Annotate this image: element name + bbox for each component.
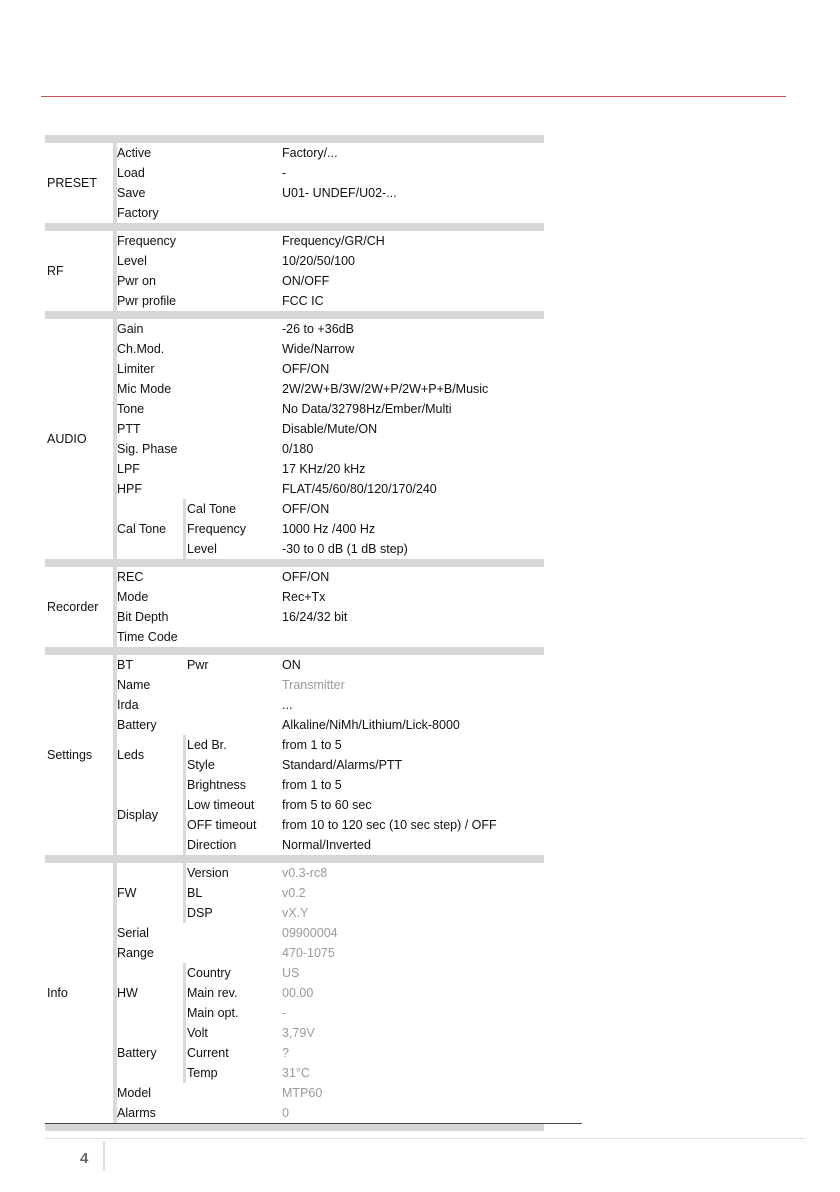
item-label: Tone [117,402,145,416]
section-label: Recorder [47,600,99,614]
table-row [45,539,544,559]
sub-label: Low timeout [187,798,255,812]
header-rule [41,96,786,97]
item-value: Factory/... [282,146,338,160]
table-row [45,339,544,359]
item-value: Rec+Tx [282,590,326,604]
item-label: Ch.Mod. [117,342,165,356]
sub-label: Main rev. [187,986,238,1000]
sub-label: Country [187,966,231,980]
item-value: - [282,1006,287,1020]
section-separator [45,311,544,319]
sub-label: Brightness [187,778,247,792]
sub-label: Level [187,542,217,556]
table-row [45,963,544,983]
item-value: -30 to 0 dB (1 dB step) [282,542,408,556]
item-value: v0.3-rc8 [282,866,328,880]
item-value: from 10 to 120 sec (10 sec step) / OFF [282,818,497,832]
table-row [45,627,544,647]
subgroup-label: Battery [117,1046,157,1060]
table-row [45,755,544,775]
item-value: 31°C [282,1066,310,1080]
table-row [45,655,544,675]
sub-label: Version [187,866,229,880]
section-label: PRESET [47,176,98,190]
subgroup-fw [45,863,544,923]
item-value: Normal/Inverted [282,838,371,852]
item-label: Pwr profile [117,294,177,308]
subgroup-label: HW [117,986,138,1000]
item-label: Model [117,1086,152,1100]
item-value: vX.Y [282,906,309,920]
item-label: Load [117,166,145,180]
item-label: Bit Depth [117,610,169,624]
section-info [45,863,544,1123]
item-label: Time Code [117,630,178,644]
footer-rule [45,1138,805,1139]
item-value: ON/OFF [282,274,330,288]
item-label: Alarms [117,1106,156,1120]
item-value: 3,79V [282,1026,315,1040]
table-row [45,695,544,715]
table-bottom-rule [45,1123,582,1124]
table-row [45,1003,544,1023]
table-row [45,499,544,519]
item-value: from 1 to 5 [282,738,342,752]
section-separator [45,223,544,231]
item-label: Mode [117,590,149,604]
section-rf [45,231,544,311]
item-value: U01- UNDEF/U02-... [282,186,397,200]
item-value: 09900004 [282,926,338,940]
sub-label: BL [187,886,203,900]
section-separator [45,135,544,143]
table-row [45,439,544,459]
table-row [45,863,544,883]
table-row [45,735,544,755]
item-value: MTP60 [282,1086,323,1100]
subgroup-cal-tone [45,499,544,559]
table-row [45,379,544,399]
item-label: Gain [117,322,144,336]
item-label: PTT [117,422,141,436]
sub-label: Current [187,1046,229,1060]
item-label: Pwr on [117,274,156,288]
item-label: Irda [117,698,139,712]
item-label: LPF [117,462,140,476]
sub-label: Volt [187,1026,208,1040]
item-value: Transmitter [282,678,345,692]
item-value: -26 to +36dB [282,322,354,336]
table-row [45,1063,544,1083]
table-row [45,519,544,539]
item-label: Limiter [117,362,155,376]
item-value: from 1 to 5 [282,778,342,792]
table-row [45,587,544,607]
sub-label: Temp [187,1066,218,1080]
footer-divider [103,1141,105,1171]
section-label: AUDIO [47,432,87,446]
table-row [45,319,544,339]
table-row [45,923,544,943]
item-value: Alkaline/NiMh/Lithium/Lick-8000 [282,718,460,732]
section-separator [45,855,544,863]
sub-label: Frequency [187,522,247,536]
item-label: Name [117,678,151,692]
item-value: 00.00 [282,986,314,1000]
item-value: FLAT/45/60/80/120/170/240 [282,482,437,496]
item-value: 0 [282,1106,289,1120]
table-row [45,1023,544,1043]
item-value: ON [282,658,301,672]
item-value: ... [282,698,293,712]
item-label: Battery [117,718,157,732]
sub-label: Main opt. [187,1006,239,1020]
table-row [45,567,544,587]
section-separator [45,559,544,567]
item-value: Disable/Mute/ON [282,422,378,436]
item-value: - [282,166,287,180]
item-value: Standard/Alarms/PTT [282,758,403,772]
item-value: US [282,966,300,980]
section-separator [45,1123,544,1131]
table-row [45,459,544,479]
sub-label: Cal Tone [187,502,237,516]
item-value: No Data/32798Hz/Ember/Multi [282,402,452,416]
table-row [45,903,544,923]
item-value: 470-1075 [282,946,335,960]
table-row [45,775,544,795]
sub-label: DSP [187,906,213,920]
item-label: BT [117,658,133,672]
table-row [45,419,544,439]
table-row [45,675,544,695]
section-preset [45,143,544,223]
menu-table [45,135,544,1131]
table-row [45,163,544,183]
item-label: Level [117,254,147,268]
subgroup-hw [45,963,544,1023]
sub-label: Led Br. [187,738,227,752]
section-label: RF [47,264,64,278]
table-row [45,815,544,835]
table-row [45,1083,544,1103]
item-value: 17 KHz/20 kHz [282,462,366,476]
item-value: OFF/ON [282,362,330,376]
item-value: OFF/ON [282,570,330,584]
item-value: Wide/Narrow [282,342,355,356]
table-row [45,795,544,815]
item-label: REC [117,570,144,584]
table-row [45,271,544,291]
item-value: 16/24/32 bit [282,610,348,624]
subgroup-label: Display [117,808,158,822]
section-settings [45,655,544,855]
sub-label: Pwr [187,658,209,672]
table-row [45,1043,544,1063]
sub-label: Direction [187,838,237,852]
table-row [45,399,544,419]
section-label: Settings [47,748,93,762]
item-value: Frequency/GR/CH [282,234,385,248]
item-value: 1000 Hz /400 Hz [282,522,376,536]
item-value: FCC IC [282,294,324,308]
item-label: Save [117,186,146,200]
item-label: Active [117,146,152,160]
page-number: 4 [80,1150,89,1167]
item-value: v0.2 [282,886,306,900]
item-value: 10/20/50/100 [282,254,355,268]
item-label: Mic Mode [117,382,172,396]
table-row [45,883,544,903]
item-label: HPF [117,482,142,496]
table-row [45,479,544,499]
subgroup-label: Leds [117,748,145,762]
item-value: 2W/2W+B/3W/2W+P/2W+P+B/Music [282,382,489,396]
item-label: Sig. Phase [117,442,178,456]
subgroup-label: Cal Tone [117,522,167,536]
section-recorder [45,567,544,647]
table-row [45,1103,544,1123]
item-value: OFF/ON [282,502,330,516]
sub-label: OFF timeout [187,818,257,832]
subgroup-display [45,775,544,855]
table-row [45,183,544,203]
item-label: Frequency [117,234,177,248]
table-row [45,943,544,963]
table-row [45,143,544,163]
item-label: Range [117,946,154,960]
table-row [45,715,544,735]
section-audio [45,319,544,559]
item-label: Factory [117,206,159,220]
section-label: Info [47,986,68,1000]
table-row [45,231,544,251]
table-row [45,359,544,379]
item-label: Serial [117,926,149,940]
sub-label: Style [187,758,215,772]
table-row [45,607,544,627]
section-separator [45,647,544,655]
item-value: 0/180 [282,442,314,456]
table-row [45,835,544,855]
subgroup-battery [45,1023,544,1083]
item-value: ? [282,1046,289,1060]
subgroup-leds [45,735,544,775]
subgroup-label: FW [117,886,137,900]
table-row [45,251,544,271]
table-row [45,203,544,223]
table-row [45,983,544,1003]
item-value: from 5 to 60 sec [282,798,372,812]
table-row [45,291,544,311]
